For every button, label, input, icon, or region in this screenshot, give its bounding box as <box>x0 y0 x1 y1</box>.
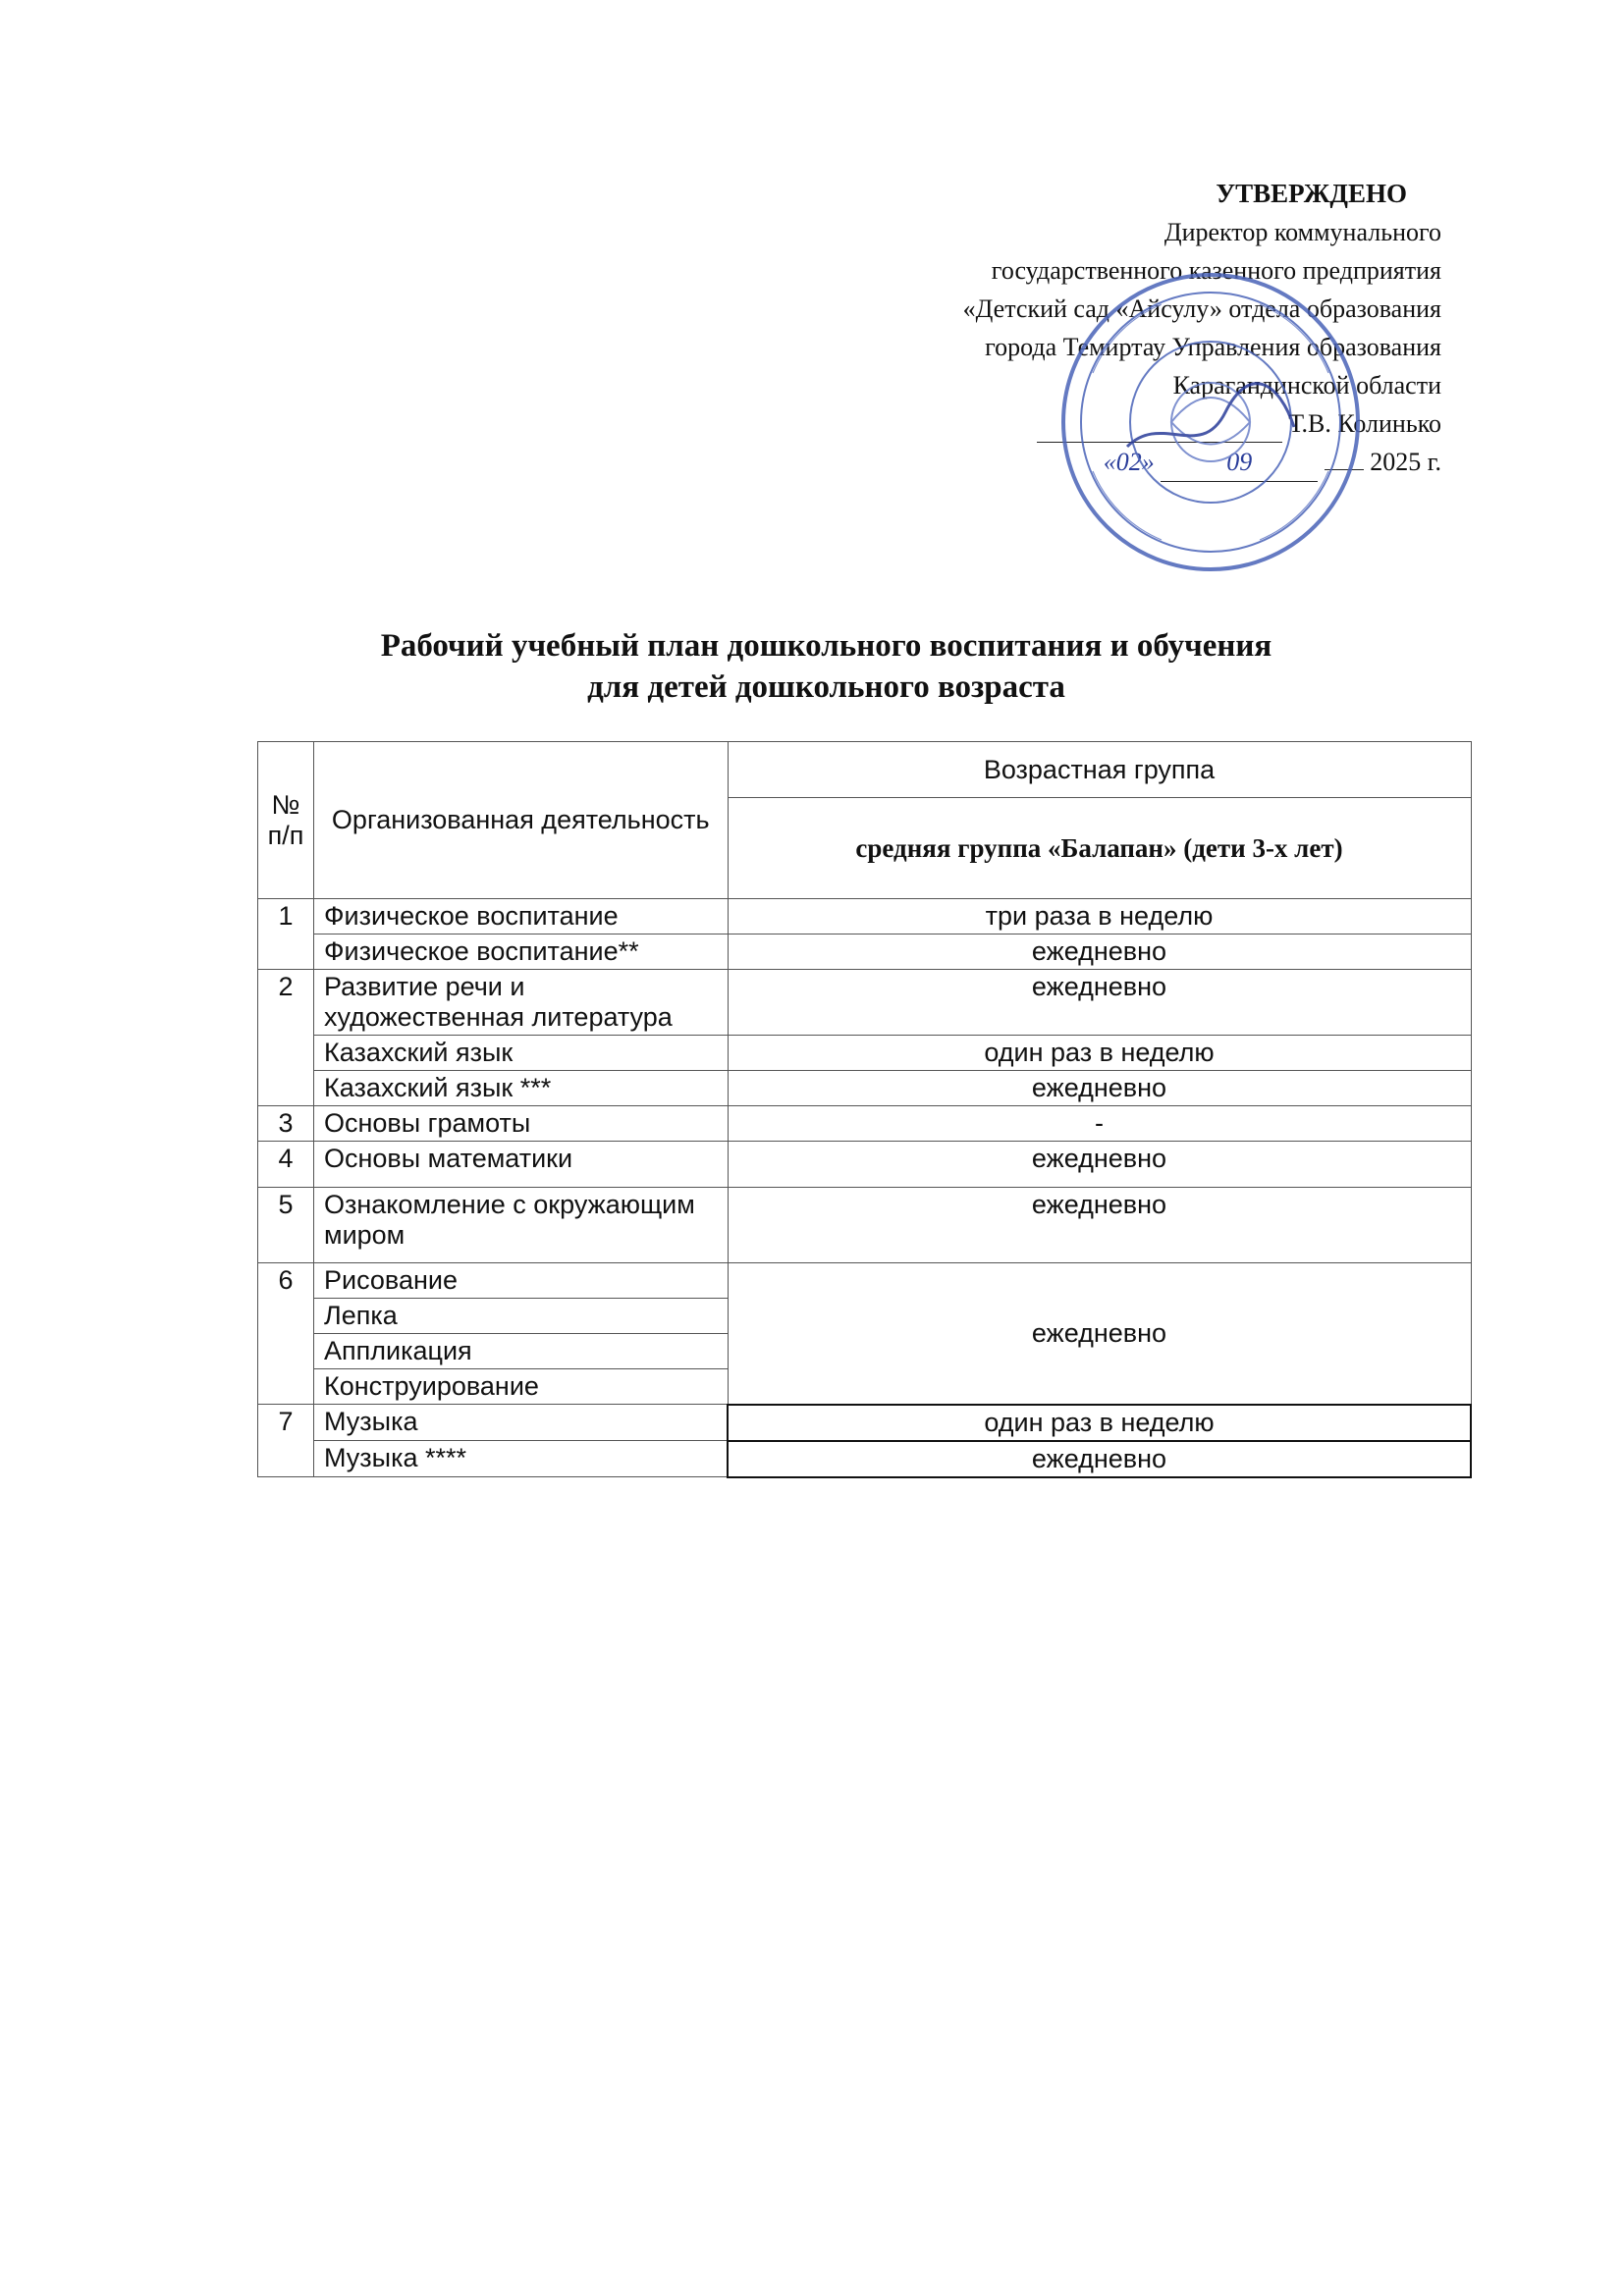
table-row <box>258 1188 1472 1263</box>
table-row <box>258 1405 1472 1441</box>
row-num: 3 <box>258 1106 314 1142</box>
row-num: 6 <box>258 1263 314 1405</box>
approval-line: государственного казенного предприятия <box>991 256 1441 285</box>
row-activity: Рисование <box>314 1263 729 1299</box>
row-activity: Основы математики <box>314 1142 729 1188</box>
signer-name: Т.В. Колинько <box>1288 409 1441 438</box>
row-activity: Развитие речи и художественная литература <box>314 970 729 1036</box>
date-day: «02» <box>1103 448 1155 476</box>
header-group-name: средняя группа «Балапан» (дети 3-х лет) <box>728 798 1471 899</box>
row-frequency: один раз в неделю <box>728 1036 1471 1071</box>
table-row <box>258 899 1472 934</box>
row-frequency: один раз в неделю <box>728 1405 1471 1441</box>
row-activity: Казахский язык <box>314 1036 729 1071</box>
row-activity: Ознакомление с окружающим миром <box>314 1188 729 1263</box>
row-activity: Казахский язык *** <box>314 1071 729 1106</box>
row-frequency: ежедневно <box>728 1188 1471 1263</box>
row-activity: Музыка <box>314 1405 729 1441</box>
date-year: 2025 г. <box>1370 448 1441 476</box>
table-row <box>258 1036 1472 1071</box>
approval-line: Карагандинской области <box>1172 371 1441 400</box>
row-num: 1 <box>258 899 314 970</box>
header-activity: Организованная деятельность <box>314 742 729 899</box>
table-row <box>258 1106 1472 1142</box>
title-line-1: Рабочий учебный план дошкольного воспитания и обучения <box>380 628 1272 664</box>
table-header-row <box>258 742 1472 798</box>
header-age-group: Возрастная группа <box>728 742 1471 798</box>
row-frequency: ежедневно <box>728 1263 1471 1405</box>
row-activity: Физическое воспитание <box>314 899 729 934</box>
date-month: 09 <box>1161 443 1318 482</box>
row-frequency: три раза в неделю <box>728 899 1471 934</box>
row-num: 7 <box>258 1405 314 1477</box>
approval-line: города Темиртау Управления образования <box>985 333 1441 361</box>
table-row <box>258 1263 1472 1299</box>
row-frequency: ежедневно <box>728 934 1471 970</box>
curriculum-table <box>257 741 1472 1478</box>
row-activity: Основы грамоты <box>314 1106 729 1142</box>
table-row <box>258 970 1472 1036</box>
approval-line: Директор коммунального <box>1163 218 1441 246</box>
row-activity: Физическое воспитание** <box>314 934 729 970</box>
header-num: № п/п <box>258 742 314 899</box>
official-stamp-icon <box>1054 265 1368 579</box>
table-row <box>258 1441 1472 1477</box>
table-row <box>258 1071 1472 1106</box>
row-frequency: - <box>728 1106 1471 1142</box>
row-frequency: ежедневно <box>728 970 1471 1036</box>
approval-heading: УТВЕРЖДЕНО <box>1216 179 1407 208</box>
row-activity: Лепка <box>314 1299 729 1334</box>
table-row <box>258 1142 1472 1188</box>
title-line-2: для детей дошкольного возраста <box>587 669 1065 705</box>
row-num: 4 <box>258 1142 314 1188</box>
table-row <box>258 934 1472 970</box>
document-title <box>0 625 1623 708</box>
row-activity: Конструирование <box>314 1369 729 1405</box>
row-frequency: ежедневно <box>728 1441 1471 1477</box>
row-frequency: ежедневно <box>728 1071 1471 1106</box>
row-frequency: ежедневно <box>728 1142 1471 1188</box>
row-activity: Музыка **** <box>314 1441 729 1477</box>
row-num: 5 <box>258 1188 314 1263</box>
row-activity: Аппликация <box>314 1334 729 1369</box>
row-num: 2 <box>258 970 314 1106</box>
approval-line: «Детский сад «Айсулу» отдела образования <box>962 294 1441 323</box>
